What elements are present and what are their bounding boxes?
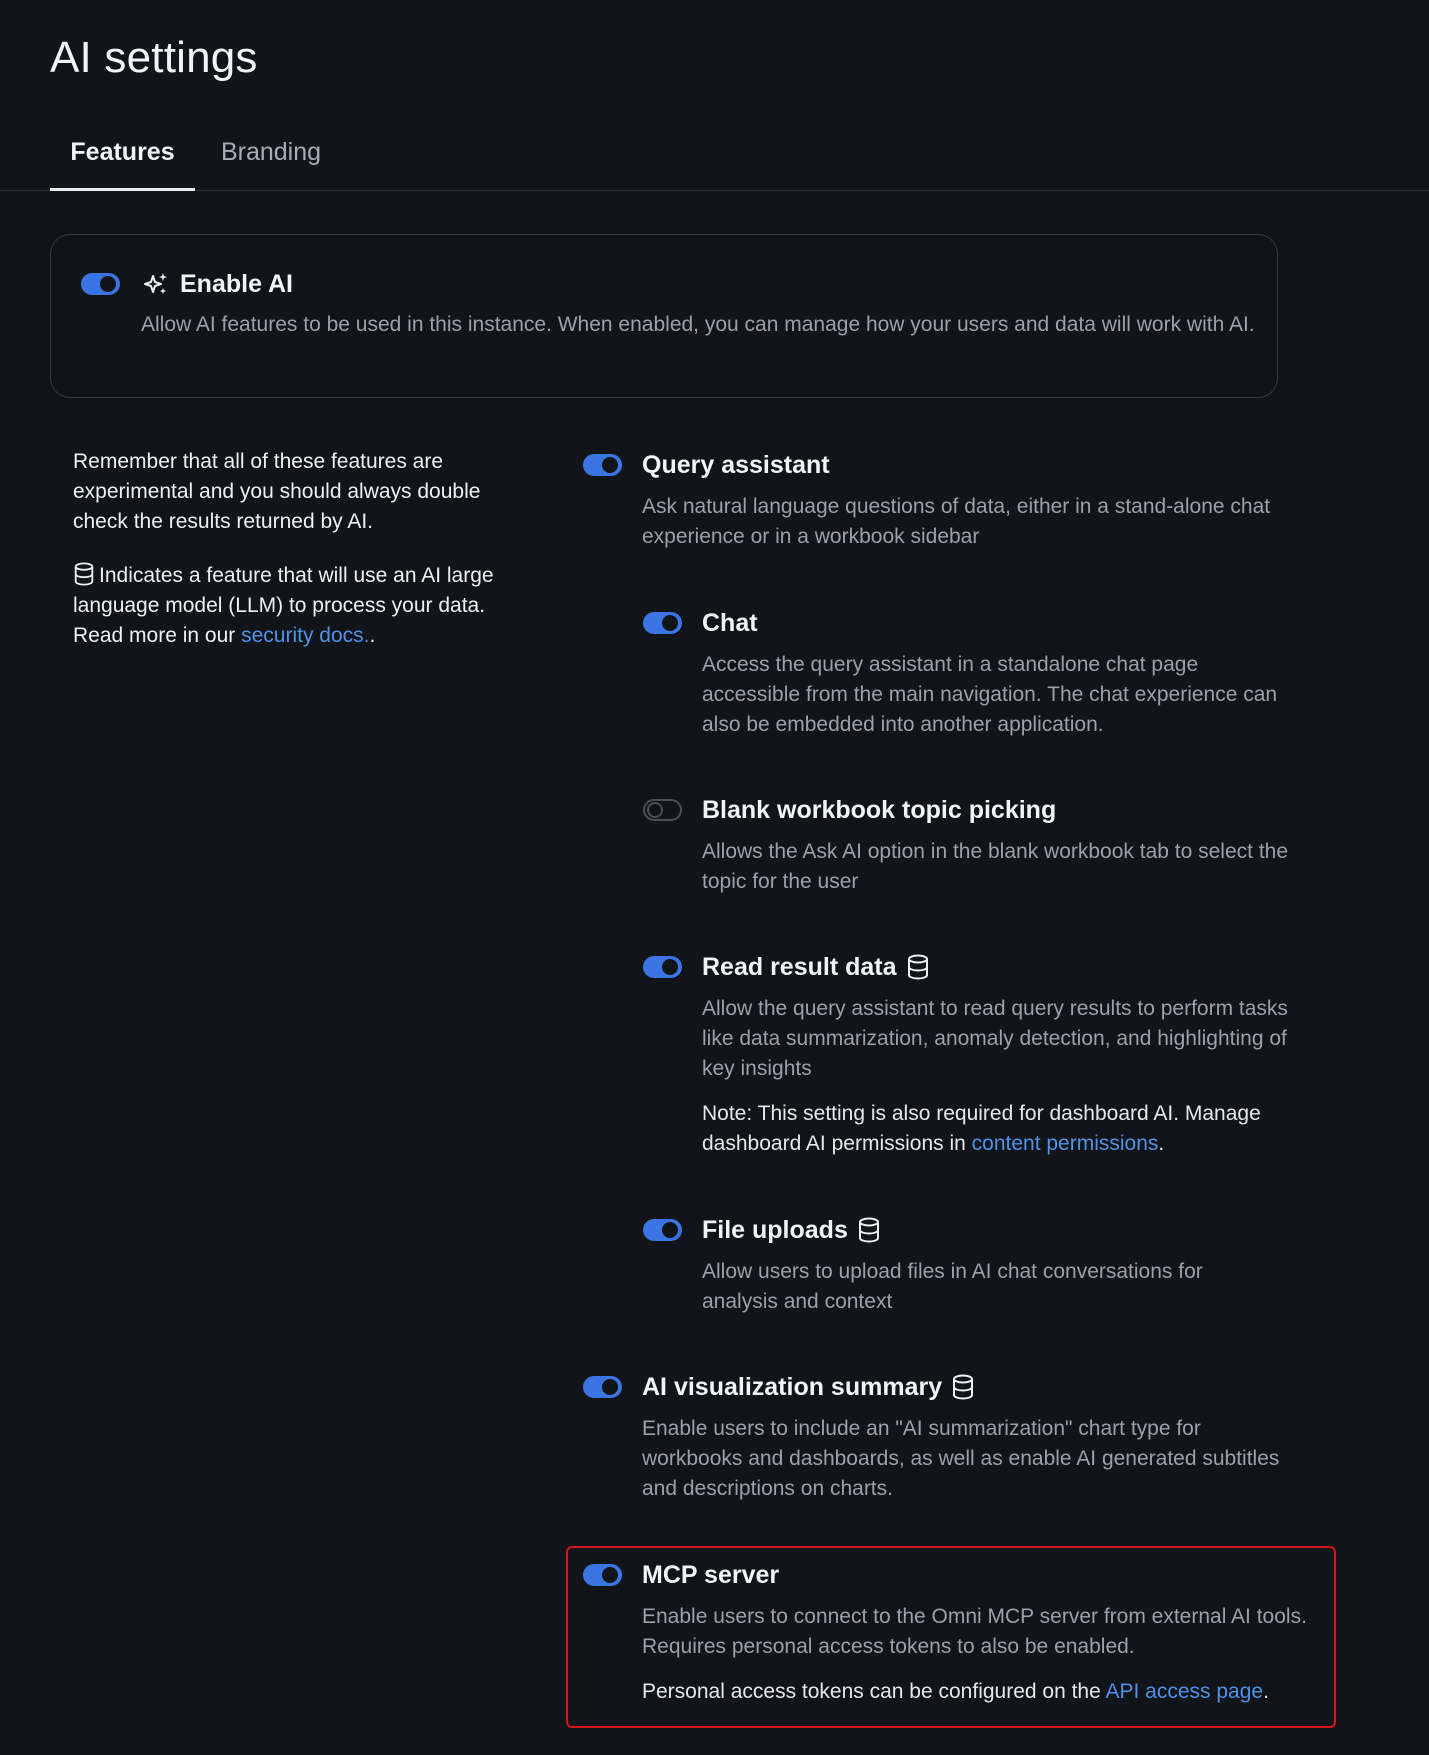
ai-viz-summary-description: Enable users to include an "AI summarization" chart type for workbooks and dashboards, as well as enable AI generated subtitles and descriptions on charts. xyxy=(642,1417,1280,1500)
enable-ai-description: Allow AI features to be used in this instance. When enabled, you can manage how your users and data will work with AI. xyxy=(141,313,1255,336)
read-result-data-note-suffix: . xyxy=(1158,1132,1165,1155)
file-uploads-description: Allow users to upload files in AI chat conversations for analysis and context xyxy=(702,1260,1203,1313)
read-result-data-label: Read result data xyxy=(702,953,897,981)
llm-indicator-text: Indicates a feature that will use an AI large language model (LLM) to process your data. Read more in our xyxy=(73,564,494,647)
ai-viz-summary-title xyxy=(642,1371,974,1403)
mcp-server-toggle[interactable] xyxy=(583,1564,622,1586)
database-icon xyxy=(858,1217,880,1243)
ai-viz-summary-toggle[interactable] xyxy=(583,1376,622,1398)
enable-ai-label: Enable AI xyxy=(180,270,293,298)
blank-workbook-description: Allows the Ask AI option in the blank workbook tab to select the topic for the user xyxy=(702,840,1289,893)
mcp-server-note-suffix: . xyxy=(1263,1680,1269,1703)
chat-title: Chat xyxy=(702,609,758,637)
database-icon xyxy=(907,954,929,980)
blank-workbook-toggle[interactable] xyxy=(643,799,682,821)
query-assistant-toggle[interactable] xyxy=(583,454,622,476)
read-result-data-description: Allow the query assistant to read query results to perform tasks like data summarization, anomaly detection, and highlighting of key insights xyxy=(702,997,1288,1080)
query-assistant-description: Ask natural language questions of data, either in a stand-alone chat experience or in a workbook sidebar xyxy=(642,495,1271,548)
mcp-server-note-text: Personal access tokens can be configured on the xyxy=(642,1680,1106,1703)
read-result-data-toggle[interactable] xyxy=(643,956,682,978)
blank-workbook-title: Blank workbook topic picking xyxy=(702,796,1057,824)
security-docs-link[interactable]: security docs. xyxy=(241,624,370,647)
mcp-server-title: MCP server xyxy=(642,1561,780,1589)
ai-viz-summary-label: AI visualization summary xyxy=(642,1373,943,1401)
tab-branding[interactable]: Branding xyxy=(220,138,322,166)
api-access-page-link[interactable]: API access page xyxy=(1105,1680,1264,1703)
experimental-warning: Remember that all of these features are experimental and you should always double check the results returned by AI. xyxy=(73,450,481,533)
file-uploads-label: File uploads xyxy=(702,1216,848,1244)
file-uploads-title xyxy=(702,1214,880,1246)
sparkle-icon xyxy=(142,270,170,298)
tab-bar xyxy=(0,120,1429,191)
llm-indicator-suffix: . xyxy=(369,624,376,647)
query-assistant-title: Query assistant xyxy=(642,451,830,479)
enable-ai-toggle[interactable] xyxy=(81,273,120,295)
enable-ai-title xyxy=(142,268,293,300)
page-title: AI settings xyxy=(50,33,258,82)
database-icon xyxy=(952,1374,974,1400)
llm-indicator-note xyxy=(73,561,528,651)
read-result-data-note-text: Note: This setting is also required for dashboard AI. Manage dashboard AI permissions in xyxy=(702,1102,1261,1155)
read-result-data-title xyxy=(702,951,929,983)
tab-features[interactable]: Features xyxy=(50,120,195,191)
read-result-data-note xyxy=(702,1099,1322,1159)
content-permissions-link[interactable]: content permissions xyxy=(971,1132,1159,1155)
mcp-server-note xyxy=(642,1677,1322,1707)
file-uploads-toggle[interactable] xyxy=(643,1219,682,1241)
database-icon xyxy=(73,562,95,586)
chat-toggle[interactable] xyxy=(643,612,682,634)
chat-description: Access the query assistant in a standalone chat page accessible from the main navigation. The chat experience can also be embedded into another application. xyxy=(702,653,1278,736)
mcp-server-description: Enable users to connect to the Omni MCP server from external AI tools. Requires personal access tokens to also be enabled. xyxy=(642,1605,1307,1658)
